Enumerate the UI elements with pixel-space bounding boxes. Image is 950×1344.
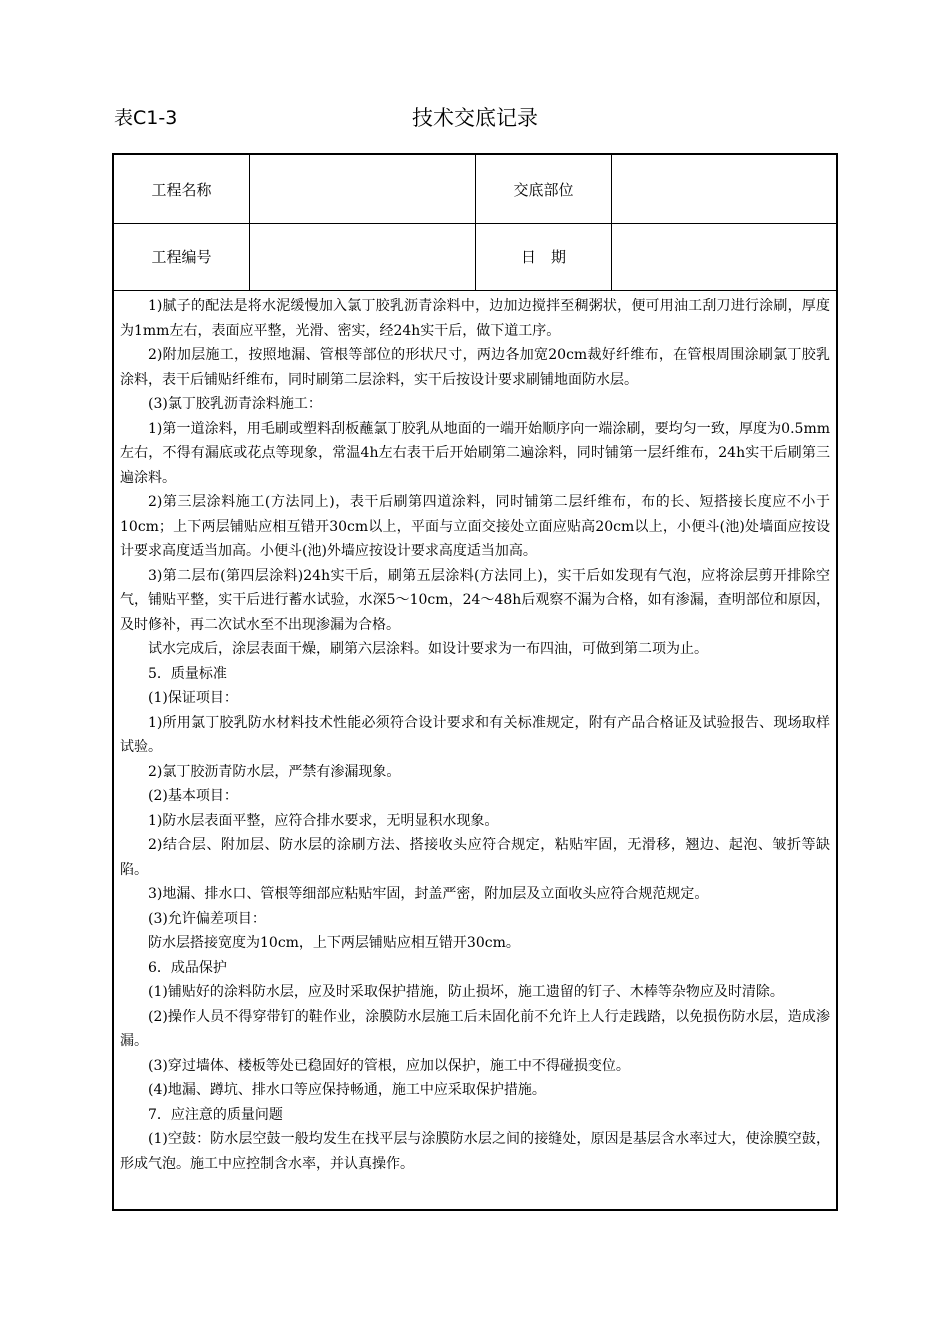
content-paragraph: 2)结合层、附加层、防水层的涂刷方法、搭接收头应符合规定，粘贴牢固，无滑移，翘边、起泡、皱折等缺陷。 [120,837,830,878]
form-row-project-number [114,223,836,291]
section-heading: 5．质量标准 [148,665,227,682]
content-paragraph: 3)地漏、排水口、管根等细部应粘贴牢固，封盖严密，附加层及立面收头应符合规范规定。 [148,886,709,902]
content-paragraph: (1)空鼓：防水层空鼓一般均发生在找平层与涂膜防水层之间的接缝处，原因是基层含水率过大，使涂膜空鼓，形成气泡。施工中应控制含水率，并认真操作。 [120,1131,830,1172]
project-number-field[interactable] [250,223,476,290]
content-paragraph: 1)第一道涂料，用毛刷或塑料刮板蘸氯丁胶乳从地面的一端开始顺序向一端涂刷，要均匀一致，厚度为0.5mm左右，不得有漏底或花点等现象，常温4h左右表干后开始刷第二遍涂料，同时铺第一层纤维布，24h实干后刷第三遍涂料。 [120,420,830,486]
content-paragraph: 试水完成后，涂层表面干燥，刷第六层涂料。如设计要求为一布四油，可做到第二项为止。 [148,641,708,657]
section-heading: 7．应注意的质量问题 [148,1106,283,1123]
handover-part-field[interactable] [612,155,836,223]
content-paragraph: (1)保证项目： [148,690,238,706]
content-paragraph: 1)腻子的配法是将水泥缓慢加入氯丁胶乳沥青涂料中，边加边搅拌至稠粥状，便可用油工刮刀进行涂刷，厚度为1mm左右，表面应平整，光滑、密实，经24h实干后，做下道工序。 [120,298,830,339]
content-paragraph: 2)第三层涂料施工(方法同上)，表干后刷第四道涂料，同时铺第二层纤维布，布的长、短搭接长度应不小于10cm；上下两层铺贴应相互错开30cm以上，平面与立面交接处立面应贴高20cm以上，小便斗(池)处墙面应按设计要求高度适当加高。小便斗(池)外墙应按设计要求高度适当加高。 [120,494,830,559]
project-name-field[interactable] [250,155,476,223]
content-paragraph: 防水层搭接宽度为10cm，上下两层铺贴应相互错开30cm。 [148,935,520,951]
content-paragraph: 3)第二层布(第四层涂料)24h实干后，刷第五层涂料(方法同上)，实干后如发现有气泡，应将涂层剪开排除空气，铺贴平整，实干后进行蓄水试验，水深5～10cm，24～48h后观察不漏为合格，如有渗漏，查明部位和原因，及时修补，再二次试水至不出现渗漏为合格。 [120,567,830,633]
content-paragraph: (3)氯丁胶乳沥青涂料施工： [148,396,322,412]
content-paragraph: 2)附加层施工，按照地漏、管根等部位的形状尺寸，两边各加宽20cm裁好纤维布，在管根周围涂刷氯丁胶乳涂料，表干后铺贴纤维布，同时刷第二层涂料，实干后按设计要求刷铺地面防水层。 [120,347,830,388]
date-field[interactable] [612,223,836,290]
handover-form [112,153,838,1211]
date-label: 日 期 [476,223,612,290]
content-paragraph: (4)地漏、蹲坑、排水口等应保持畅通，施工中应采取保护措施。 [148,1082,546,1098]
handover-part-label: 交底部位 [476,155,612,223]
content-paragraph: (1)铺贴好的涂料防水层，应及时采取保护措施，防止损坏，施工遗留的钉子、木棒等杂物应及时清除。 [148,984,784,1000]
content-paragraph: 1)防水层表面平整，应符合排水要求，无明显积水现象。 [148,812,499,829]
content-paragraph: 1)所用氯丁胶乳防水材料技术性能必须符合设计要求和有关标准规定，附有产品合格证及试验报告、现场取样试验。 [120,714,830,755]
content-paragraph: 2)氯丁胶沥青防水层，严禁有渗漏现象。 [148,763,401,780]
handover-content [114,292,836,1209]
content-paragraph: (2)基本项目： [148,788,238,804]
project-name-label: 工程名称 [114,155,250,223]
document-title: 技术交底记录 [412,106,538,130]
project-number-label: 工程编号 [114,223,250,290]
section-heading: 6．成品保护 [148,959,227,976]
form-code: 表C1-3 [114,107,178,129]
content-paragraph: (2)操作人员不得穿带钉的鞋作业，涂膜防水层施工后未固化前不允许上人行走践踏，以免损伤防水层，造成渗漏。 [120,1008,830,1049]
content-paragraph: (3)穿过墙体、楼板等处已稳固好的管根，应加以保护，施工中不得碰损变位。 [148,1057,630,1074]
form-row-project-name [114,155,836,224]
content-paragraph: (3)允许偏差项目： [148,910,266,927]
